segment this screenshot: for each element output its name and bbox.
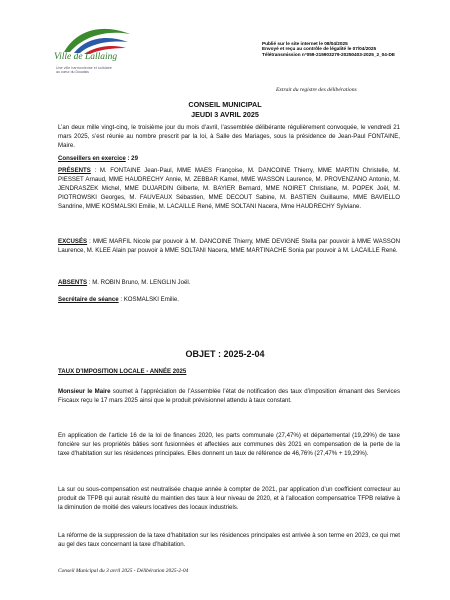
logo-tagline: Une ville harmonieuse et solidaire xyxy=(56,66,112,70)
section-title: TAUX D’IMPOSITION LOCALE - ANNÉE 2025 xyxy=(58,368,187,375)
page-footer: Conseil Municipal du 3 avril 2025 - Délibération 2025-2-04 xyxy=(58,568,189,574)
conseillers-value: : 29 xyxy=(127,155,138,162)
secretaire-paragraph xyxy=(58,296,400,305)
stamp-transmission: Télétransmission n°059-215903279-20250403-2025_2_04-DE xyxy=(262,51,395,57)
council-title: CONSEIL MUNICIPAL xyxy=(188,100,262,109)
excuses-paragraph xyxy=(58,238,400,256)
meeting-date: JEUDI 3 AVRIL 2025 xyxy=(191,110,259,119)
intro-paragraph: L’an deux mille vingt-cinq, le troisième jour du mois d’avril, l’assemblée délibérante régulièrement convoquée, le vendredi 21 mars 2025, s’est réunie au nombre prescrit par la loi, à Salle des Mariages, sous la présidence de Jean-Paul FONTAINE, Maire. xyxy=(58,124,400,149)
excuses-label: EXCUSÉS xyxy=(58,238,88,245)
presents-text: : M. FONTAINE Jean-Paul, MME MAES Françoise, M. DANCOINE Thierry, MME MARTIN Christelle, M. PIESSET Arnaud, MME HAUDRECHY Annie, M. ZEBBAR Kamel, MME WASSON Laurence, M. PROVENZANO Antonio, M. JENDRASZEK Michel, MME DUJARDIN Gilberte, M. BAYIER Bernard, MME NOIRET Christiane, M. POPEK Joël, M. PIOTROWSKI Georges, M. FAUVEAUX Sébastien, MME DECOUT Sabine, M. BASTIEN Guillaume, MME BAVIELLO Sandrine, MME KOSMALSKI Emilie, M. LACAILLE René, MME SOLTANI Nacera, Mme HAUDRECHY Sylviane. xyxy=(58,167,400,210)
objet-heading: OBJET : 2025-2-04 xyxy=(185,349,265,359)
paragraph-1-bold: Monsieur le Maire xyxy=(58,388,111,395)
presents-label: PRÉSENTS xyxy=(58,167,91,174)
city-logo xyxy=(52,22,140,78)
paragraph-1-text: soumet à l’appréciation de l’Assemblée l’état de notification des taux d’imposition émanant des Services Fiscaux reçu le 17 mars 2025 ainsi que le produit prévisionnel attendu à taux constant. xyxy=(58,388,400,404)
secretaire-label: Secrétaire de séance xyxy=(58,296,119,303)
paragraph-4: La réforme de la suppression de la taxe d’habitation sur les résidences principales est arrivée à son terme en 2023, ce qui met au gel des taux concernant la taxe d’habitation. xyxy=(58,532,400,548)
excuses-text: : MME MARFIL Nicole par pouvoir à M. DANCOINE Thierry, MME DEVIGNE Stella par pouvoir à MME WASSON Laurence, M. KLEE Alain par pouvoir à MME SOLTANI Nacera, MME MARTINACHE Sonia par pouvoir à M. LACAILLE René. xyxy=(58,238,400,254)
stamp-received: Envoyé et reçu au contrôle de légalité le 07/04/2025 xyxy=(262,46,377,52)
absents-label: ABSENTS xyxy=(58,279,88,286)
logo-name: Ville de Lallaing xyxy=(54,52,118,62)
logo-tagline-2: au coeur du Douaisis xyxy=(56,70,89,74)
absents-paragraph xyxy=(58,279,400,288)
section-title-line xyxy=(58,368,400,377)
conseillers-label: Conseillers en exercice xyxy=(58,155,126,162)
conseillers-line xyxy=(58,155,400,164)
presents-paragraph xyxy=(58,167,400,212)
legality-stamp xyxy=(262,41,395,57)
logo-swoosh-icon xyxy=(60,22,132,56)
paragraph-1 xyxy=(58,388,400,406)
stamp-published: Publié sur le site internet le 08/04/2025 xyxy=(262,41,348,46)
paragraph-3: La sur ou sous-compensation est neutralisée chaque année à compter de 2021, par application d’un coefficient correcteur au produit de TFPB qui aurait résulté du maintien des taux à leur niveau de 2020, et à l’allocation compensatrice TFPB relative à la diminution de moitié des valeurs locatives des locaux industriels. xyxy=(58,486,400,511)
secretaire-text: : KOSMALSKI Emilie. xyxy=(118,296,179,303)
absents-text: : M. ROBIN Bruno, M. LENGLIN Joël. xyxy=(87,279,191,286)
paragraph-2: En application de l’article 16 de la loi de finances 2020, les parts communale (27,47%) et départemental (19,29%) de taxe foncière sur les propriétés bâties sont fusionnées et affectées aux communes dès 2021 en compensation de la perte de la taxe d’habitation sur les résidences principales. Elles donnent un taux de référence de 46,76% (27,47% + 19,29%). xyxy=(58,432,400,457)
register-extract-label: Extrait du registre des délibérations xyxy=(276,87,357,93)
